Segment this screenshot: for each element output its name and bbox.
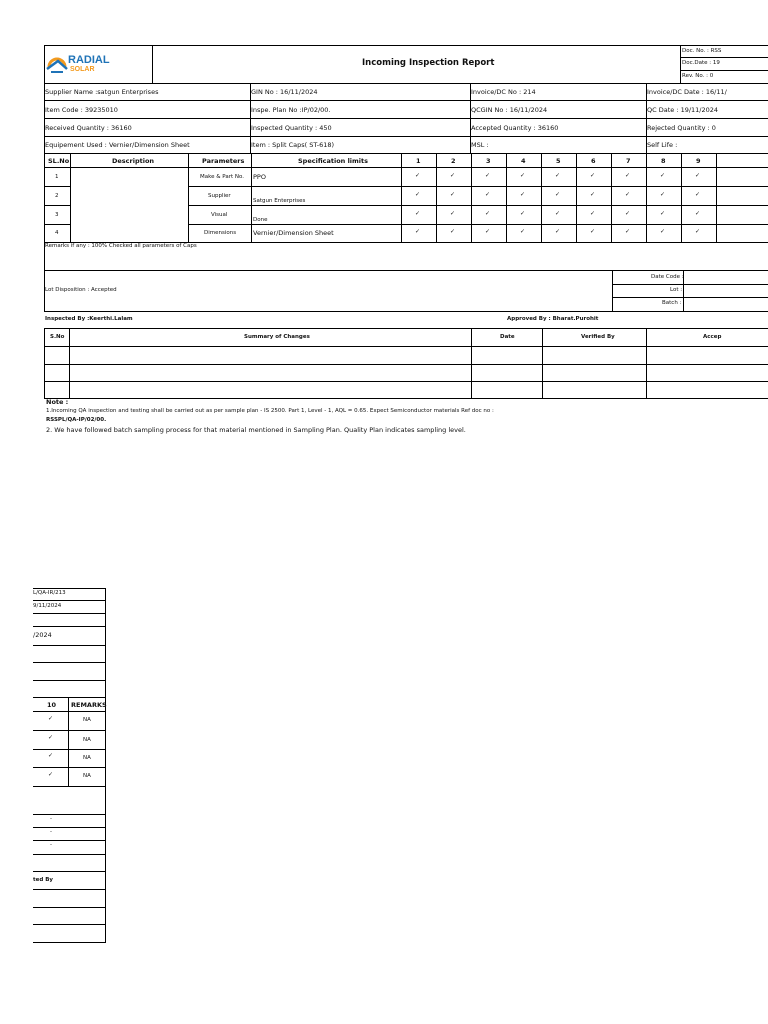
grid-line <box>44 136 768 137</box>
grid-line <box>646 153 647 242</box>
header-col-5: 5 <box>556 157 561 165</box>
check-mark: ✓ <box>520 228 526 235</box>
batch-label: Batch : <box>662 300 682 306</box>
grid-line <box>44 205 70 206</box>
check-mark: ✓ <box>485 210 491 217</box>
inspected-by: Inspected By :Keerthi.Lalam <box>45 316 133 322</box>
accepted-quantity: Accepted Quantity : 36160 <box>471 124 559 132</box>
grid-line <box>33 749 106 750</box>
overflow-doc-date: 9/11/2024 <box>33 603 62 609</box>
grid-line <box>44 224 70 225</box>
grid-line <box>541 153 542 242</box>
grid-line <box>576 153 577 242</box>
header-col-7: 7 <box>626 157 631 165</box>
grid-line <box>33 942 106 943</box>
grid-line <box>33 840 106 841</box>
header-col-8: 8 <box>661 157 666 165</box>
item-description: Item : Split Caps( ST-618) <box>251 141 335 149</box>
check-mark: ✓ <box>660 210 666 217</box>
grid-line <box>716 153 717 242</box>
grid-line <box>681 153 682 242</box>
overflow-col-10: 10 <box>47 701 57 709</box>
grid-line <box>33 827 106 828</box>
grid-line <box>680 70 768 71</box>
check-mark: ✓ <box>415 191 421 198</box>
supplier-name: Supplier Name :satgun Enterprises <box>45 88 159 96</box>
doc-date: Doc.Date : 19 <box>682 60 720 66</box>
grid-line <box>646 328 647 398</box>
changes-summary-header: Summary of Changes <box>244 334 310 340</box>
grid-line <box>33 600 106 601</box>
logo-text-radial: RADIAL <box>68 54 110 66</box>
grid-line <box>611 153 612 242</box>
overflow-dash-2: - <box>50 829 52 835</box>
grid-line <box>251 153 252 242</box>
check-mark: ✓ <box>695 228 701 235</box>
grid-line <box>542 328 543 398</box>
remarks-text: Remarks if any : 100% Checked all parameters of Caps <box>45 243 197 249</box>
header-col-6: 6 <box>591 157 596 165</box>
overflow-remark-3: NA <box>83 755 91 761</box>
row-1-spec: PPO <box>253 173 266 181</box>
check-mark: ✓ <box>485 228 491 235</box>
check-mark: ✓ <box>450 228 456 235</box>
grid-line <box>33 730 106 731</box>
grid-line <box>33 814 106 815</box>
check-mark: ✓ <box>485 172 491 179</box>
grid-line <box>68 697 69 786</box>
row-4-slno: 4 <box>55 230 59 236</box>
check-mark: ✓ <box>450 210 456 217</box>
grid-line <box>33 680 106 681</box>
grid-line <box>33 711 106 712</box>
row-3-parameter: Visual <box>211 212 228 218</box>
changes-sno-header: S.No <box>50 334 65 340</box>
qc-date: QC Date : 19/11/2024 <box>647 106 719 114</box>
header-col-9: 9 <box>696 157 701 165</box>
received-quantity: Received Quantity : 36160 <box>45 124 132 132</box>
row-3-spec: Done <box>253 217 268 223</box>
note-line-1b: RSSPL/QA-IP/02/00. <box>46 417 107 423</box>
grid-line <box>471 328 472 398</box>
grid-line <box>44 398 768 399</box>
report-title: Incoming Inspection Report <box>362 58 495 68</box>
grid-line <box>33 645 106 646</box>
grid-line <box>70 153 71 242</box>
grid-line <box>44 328 45 398</box>
grid-line <box>105 588 106 942</box>
grid-line <box>44 270 768 271</box>
grid-line <box>436 153 437 242</box>
date-code-label: Date Code : <box>651 274 684 280</box>
row-3-slno: 3 <box>55 212 59 218</box>
grid-line <box>44 328 768 329</box>
grid-line <box>680 45 681 83</box>
qcgin-no: QCGIN No : 16/11/2024 <box>471 106 548 114</box>
overflow-remark-1: NA <box>83 717 91 723</box>
check-mark: ✓ <box>520 210 526 217</box>
changes-accepted-by-header: Accep <box>703 334 722 340</box>
overflow-invoice-date: /2024 <box>33 631 52 639</box>
grid-line <box>33 924 106 925</box>
row-4-spec: Vernier/Dimension Sheet <box>253 229 334 237</box>
check-mark: ✓ <box>590 191 596 198</box>
check-mark: ✓ <box>695 210 701 217</box>
check-mark: ✓ <box>590 210 596 217</box>
invoice-no: Invoice/DC No : 214 <box>471 88 536 96</box>
grid-line <box>33 613 106 614</box>
check-mark: ✓ <box>415 172 421 179</box>
check-mark: ✓ <box>555 172 561 179</box>
header-col-2: 2 <box>451 157 456 165</box>
overflow-check-3: ✓ <box>48 752 54 759</box>
check-mark: ✓ <box>415 228 421 235</box>
sun-logo-icon <box>46 53 68 75</box>
grid-line <box>506 153 507 242</box>
grid-line <box>33 662 106 663</box>
grid-line <box>401 153 402 242</box>
overflow-check-1: ✓ <box>48 715 54 722</box>
check-mark: ✓ <box>625 172 631 179</box>
lot-label: Lot : <box>670 287 683 293</box>
approved-by: Approved By : Bharat.Purohit <box>507 316 599 322</box>
overflow-dash-3: - <box>50 842 52 848</box>
check-mark: ✓ <box>660 191 666 198</box>
grid-line <box>69 328 70 398</box>
check-mark: ✓ <box>660 172 666 179</box>
grid-line <box>33 871 106 872</box>
grid-line <box>44 153 45 242</box>
grid-line <box>33 786 106 787</box>
grid-line <box>44 346 768 347</box>
grid-line <box>612 270 613 311</box>
notes-title: Note : <box>46 398 69 406</box>
changes-date-header: Date <box>500 334 515 340</box>
grid-line <box>33 588 106 589</box>
grid-line <box>188 153 189 242</box>
grid-line <box>33 889 106 890</box>
overflow-remarks-header: REMARKS <box>71 701 107 709</box>
check-mark: ✓ <box>520 172 526 179</box>
check-mark: ✓ <box>555 228 561 235</box>
logo-text-solar: SOLAR <box>70 66 95 73</box>
check-mark: ✓ <box>520 191 526 198</box>
grid-line <box>33 907 106 908</box>
gin-no: GIN No : 16/11/2024 <box>251 88 318 96</box>
equipment-used: Equipement Used : Vernier/Dimension Sheet <box>45 141 190 149</box>
header-specification-limits: Specification limits <box>298 157 369 165</box>
grid-line <box>33 697 106 698</box>
grid-line <box>33 626 106 627</box>
row-2-spec: Satgun Enterprises <box>253 198 306 204</box>
check-mark: ✓ <box>625 228 631 235</box>
note-line-2: 2. We have followed batch sampling process for that material mentioned in Sampling Plan. Quality Plan indicates sampling level. <box>46 426 466 434</box>
check-mark: ✓ <box>450 191 456 198</box>
grid-line <box>44 153 768 154</box>
self-life: Self Life : <box>647 141 678 149</box>
check-mark: ✓ <box>695 191 701 198</box>
check-mark: ✓ <box>625 210 631 217</box>
header-parameters: Parameters <box>202 157 245 165</box>
note-line-1: 1.Incoming QA inspection and testing shall be carried out as per sample plan - IS 2500. Part 1, Level - 1, AQL = 0.65. Expect Semiconductor materials Ref doc no : <box>46 408 494 414</box>
check-mark: ✓ <box>485 191 491 198</box>
overflow-remark-4: NA <box>83 773 91 779</box>
grid-line <box>44 364 768 365</box>
overflow-remark-2: NA <box>83 737 91 743</box>
item-code: Item Code : 39235010 <box>45 106 118 114</box>
company-logo <box>46 52 116 76</box>
rejected-quantity: Rejected Quantity : 0 <box>647 124 716 132</box>
lot-disposition: Lot Disposition : Accepted <box>45 287 117 293</box>
msl: MSL : <box>471 141 489 149</box>
row-2-parameter: Supplier <box>208 193 231 199</box>
overflow-dash-1: - <box>50 816 52 822</box>
grid-line <box>612 284 768 285</box>
grid-line <box>44 167 768 168</box>
header-slno: SL.No <box>48 157 70 165</box>
row-1-slno: 1 <box>55 174 59 180</box>
inspection-plan-no: Inspe. Plan No :IP/02/00. <box>251 106 331 114</box>
doc-no: Doc. No. : RSS <box>682 48 722 54</box>
overflow-doc-no: L/QA-IR/213 <box>33 590 66 596</box>
grid-line <box>44 45 45 83</box>
check-mark: ✓ <box>660 228 666 235</box>
grid-line <box>33 854 106 855</box>
overflow-accepted-by: ted By <box>33 877 53 883</box>
grid-line <box>44 311 768 312</box>
row-1-parameter: Make & Part No. <box>200 174 245 180</box>
inspected-quantity: Inspected Quantity : 450 <box>251 124 332 132</box>
header-col-3: 3 <box>486 157 491 165</box>
rev-no: Rev. No. : 0 <box>682 73 714 79</box>
check-mark: ✓ <box>625 191 631 198</box>
overflow-check-4: ✓ <box>48 771 54 778</box>
check-mark: ✓ <box>415 210 421 217</box>
check-mark: ✓ <box>555 210 561 217</box>
grid-line <box>33 767 106 768</box>
grid-line <box>44 381 768 382</box>
check-mark: ✓ <box>450 172 456 179</box>
header-description: Description <box>112 157 155 165</box>
grid-line <box>471 153 472 242</box>
overflow-check-2: ✓ <box>48 734 54 741</box>
header-col-1: 1 <box>416 157 421 165</box>
grid-line <box>680 57 768 58</box>
changes-verified-by-header: Verified By <box>581 334 615 340</box>
header-col-4: 4 <box>521 157 526 165</box>
check-mark: ✓ <box>590 172 596 179</box>
grid-line <box>152 45 153 83</box>
grid-line <box>44 83 768 84</box>
row-2-slno: 2 <box>55 193 59 199</box>
grid-line <box>612 297 768 298</box>
grid-line <box>44 242 45 311</box>
check-mark: ✓ <box>590 228 596 235</box>
check-mark: ✓ <box>555 191 561 198</box>
invoice-date: Invoice/DC Date : 16/11/ <box>647 88 727 96</box>
grid-line <box>44 100 768 101</box>
grid-line <box>44 186 70 187</box>
check-mark: ✓ <box>695 172 701 179</box>
row-4-parameter: Dimensions <box>204 230 237 236</box>
grid-line <box>44 118 768 119</box>
